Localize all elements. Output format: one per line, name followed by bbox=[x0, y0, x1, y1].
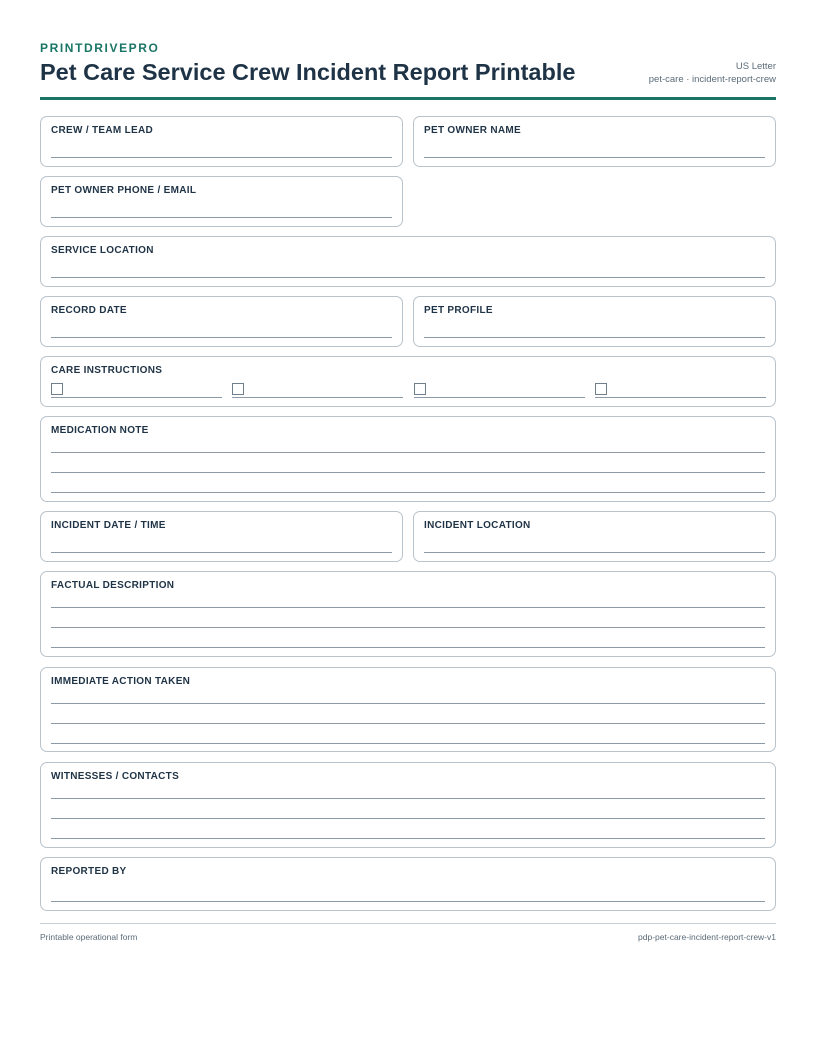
write-in-line[interactable] bbox=[414, 397, 585, 398]
field-label: RECORD DATE bbox=[51, 305, 127, 316]
field-service-location bbox=[40, 236, 776, 287]
write-in-line[interactable] bbox=[51, 798, 765, 799]
write-in-line[interactable] bbox=[51, 397, 222, 398]
write-in-line[interactable] bbox=[232, 397, 403, 398]
care-instruction-item bbox=[51, 382, 222, 398]
write-in-line[interactable] bbox=[51, 472, 765, 473]
footer-rule bbox=[40, 923, 776, 924]
form-meta bbox=[649, 60, 776, 86]
write-in-line[interactable] bbox=[51, 607, 765, 608]
field-label: CREW / TEAM LEAD bbox=[51, 125, 154, 136]
care-instruction-item bbox=[595, 382, 766, 398]
field-label: CARE INSTRUCTIONS bbox=[51, 365, 163, 376]
write-in-line[interactable] bbox=[51, 647, 765, 648]
field-reported-by bbox=[40, 857, 776, 911]
field-label: INCIDENT LOCATION bbox=[424, 520, 531, 531]
field-label: INCIDENT DATE / TIME bbox=[51, 520, 166, 531]
write-in-line[interactable] bbox=[51, 492, 765, 493]
page-title: Pet Care Service Crew Incident Report Printable bbox=[40, 59, 576, 85]
write-in-line[interactable] bbox=[595, 397, 766, 398]
field-label: REPORTED BY bbox=[51, 866, 127, 877]
write-in-line[interactable] bbox=[424, 157, 765, 158]
form-header bbox=[40, 0, 776, 100]
field-incident-location bbox=[413, 511, 776, 562]
write-in-line[interactable] bbox=[51, 552, 392, 553]
field-label: MEDICATION NOTE bbox=[51, 425, 149, 436]
field-medication-note bbox=[40, 416, 776, 502]
field-pet-owner-name bbox=[413, 116, 776, 167]
field-witnesses-contacts bbox=[40, 762, 776, 848]
write-in-line[interactable] bbox=[51, 627, 765, 628]
write-in-line[interactable] bbox=[51, 838, 765, 839]
checkbox[interactable] bbox=[232, 383, 244, 395]
field-label: IMMEDIATE ACTION TAKEN bbox=[51, 676, 191, 687]
field-immediate-action bbox=[40, 667, 776, 752]
write-in-line[interactable] bbox=[51, 217, 392, 218]
brand-name: PRINTDRIVEPRO bbox=[40, 41, 160, 55]
write-in-line[interactable] bbox=[51, 743, 765, 744]
care-instruction-item bbox=[232, 382, 403, 398]
care-instruction-item bbox=[414, 382, 585, 398]
field-label: FACTUAL DESCRIPTION bbox=[51, 580, 175, 591]
form-id: pdp-pet-care-incident-report-crew-v1 bbox=[638, 932, 776, 942]
footer-description: Printable operational form bbox=[40, 932, 138, 942]
write-in-line[interactable] bbox=[51, 703, 765, 704]
field-label: PET OWNER PHONE / EMAIL bbox=[51, 185, 197, 196]
write-in-line[interactable] bbox=[51, 277, 765, 278]
field-label: SERVICE LOCATION bbox=[51, 245, 154, 256]
field-care-instructions bbox=[40, 356, 776, 407]
field-record-date bbox=[40, 296, 403, 347]
field-label: PET PROFILE bbox=[424, 305, 493, 316]
write-in-line[interactable] bbox=[51, 818, 765, 819]
checkbox[interactable] bbox=[51, 383, 63, 395]
field-pet-owner-contact bbox=[40, 176, 403, 227]
field-label: WITNESSES / CONTACTS bbox=[51, 771, 180, 782]
field-label: PET OWNER NAME bbox=[424, 125, 521, 136]
field-incident-date-time bbox=[40, 511, 403, 562]
write-in-line[interactable] bbox=[424, 552, 765, 553]
header-rule bbox=[40, 97, 776, 100]
write-in-line[interactable] bbox=[51, 452, 765, 453]
form-tags: pet-care · incident-report-crew bbox=[648, 74, 776, 85]
field-crew-team-lead bbox=[40, 116, 403, 167]
write-in-line[interactable] bbox=[51, 157, 392, 158]
write-in-line[interactable] bbox=[424, 337, 765, 338]
write-in-line[interactable] bbox=[51, 337, 392, 338]
field-pet-profile bbox=[413, 296, 776, 347]
checkbox[interactable] bbox=[595, 383, 607, 395]
checkbox[interactable] bbox=[414, 383, 426, 395]
paper-size: US Letter bbox=[735, 61, 776, 72]
write-in-line[interactable] bbox=[51, 901, 765, 902]
field-factual-description bbox=[40, 571, 776, 657]
write-in-line[interactable] bbox=[51, 723, 765, 724]
